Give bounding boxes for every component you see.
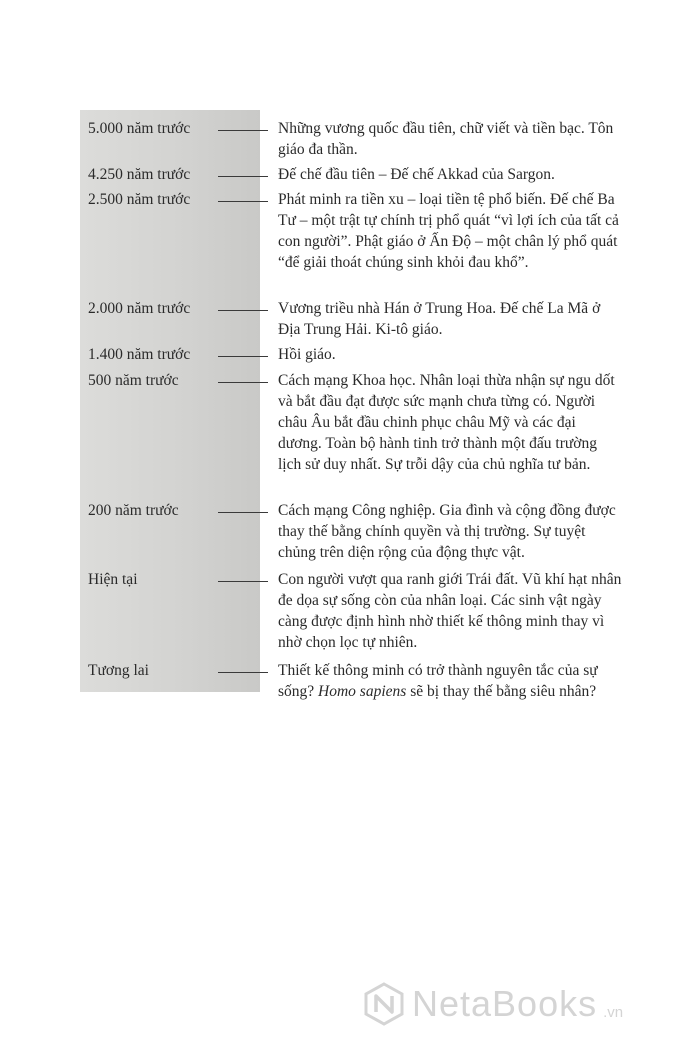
connector-line [218, 176, 268, 177]
entry-date: 5.000 năm trước [88, 120, 191, 137]
event-text: Thiết kế thông minh có trở thành nguyên tắc của sự sống? [278, 662, 598, 700]
connector-line [218, 512, 268, 513]
connector-line [218, 310, 268, 311]
entry-date: 4.250 năm trước [88, 166, 191, 183]
entry-event: Những vương quốc đầu tiên, chữ viết và tiền bạc. Tôn giáo đa thần. [278, 120, 614, 158]
entry-event: Cách mạng Khoa học. Nhân loại thừa nhận sự ngu dốt và bắt đầu đạt được sức mạnh chưa từng có. Người châu Âu bắt đầu chinh phục châu Mỹ và các đại dương. Toàn bộ hành tinh trở thành một đấu trường lịch sử duy nhất. Sự trỗi dậy của chủ nghĩa tư bản. [278, 372, 615, 473]
watermark-brand: NetaBooks [412, 983, 598, 1024]
entry-date: 200 năm trước [88, 502, 179, 519]
watermark-suffix: .vn [603, 1003, 624, 1021]
connector-line [218, 130, 268, 131]
entry-event: Cách mạng Công nghiệp. Gia đình và cộng đồng được thay thế bằng chính quyền và thị trường. Sự tuyệt chủng trên diện rộng của động thực vật. [278, 502, 616, 561]
species-name: Homo sapiens [318, 683, 407, 700]
connector-line [218, 356, 268, 357]
netabooks-watermark [362, 982, 623, 1026]
connector-line [218, 382, 268, 383]
entry-event: Hồi giáo. [278, 346, 336, 363]
entry-date: 500 năm trước [88, 372, 179, 389]
entry-event [278, 660, 623, 702]
connector-line [218, 672, 268, 673]
entry-event: Phát minh ra tiền xu – loại tiền tệ phổ biến. Đế chế Ba Tư – một trật tự chính trị phổ quát “vì lợi ích của tất cả con người”. Phật giáo ở Ấn Độ – một chân lý phổ quát “để giải thoát chúng sinh khỏi đau khổ”. [278, 191, 619, 271]
event-text: sẽ bị thay thế bằng siêu nhân? [406, 683, 597, 700]
entry-date: 2.000 năm trước [88, 300, 191, 317]
connector-line [218, 201, 268, 202]
entry-event: Đế chế đầu tiên – Đế chế Akkad của Sargon. [278, 166, 555, 183]
entry-date: 2.500 năm trước [88, 191, 191, 208]
entry-date: Hiện tại [88, 571, 138, 588]
connector-line [218, 581, 268, 582]
netabooks-logo-icon [362, 982, 406, 1026]
entry-event: Vương triều nhà Hán ở Trung Hoa. Đế chế La Mã ở Địa Trung Hải. Ki-tô giáo. [278, 300, 601, 338]
entry-event: Con người vượt qua ranh giới Trái đất. Vũ khí hạt nhân đe dọa sự sống còn của nhân loại. Các sinh vật ngày càng được định hình nhờ thiết kế thông minh thay vì nhờ chọn lọc tự nhiên. [278, 571, 622, 651]
entry-date: 1.400 năm trước [88, 346, 191, 363]
entry-date: Tương lai [88, 662, 149, 679]
